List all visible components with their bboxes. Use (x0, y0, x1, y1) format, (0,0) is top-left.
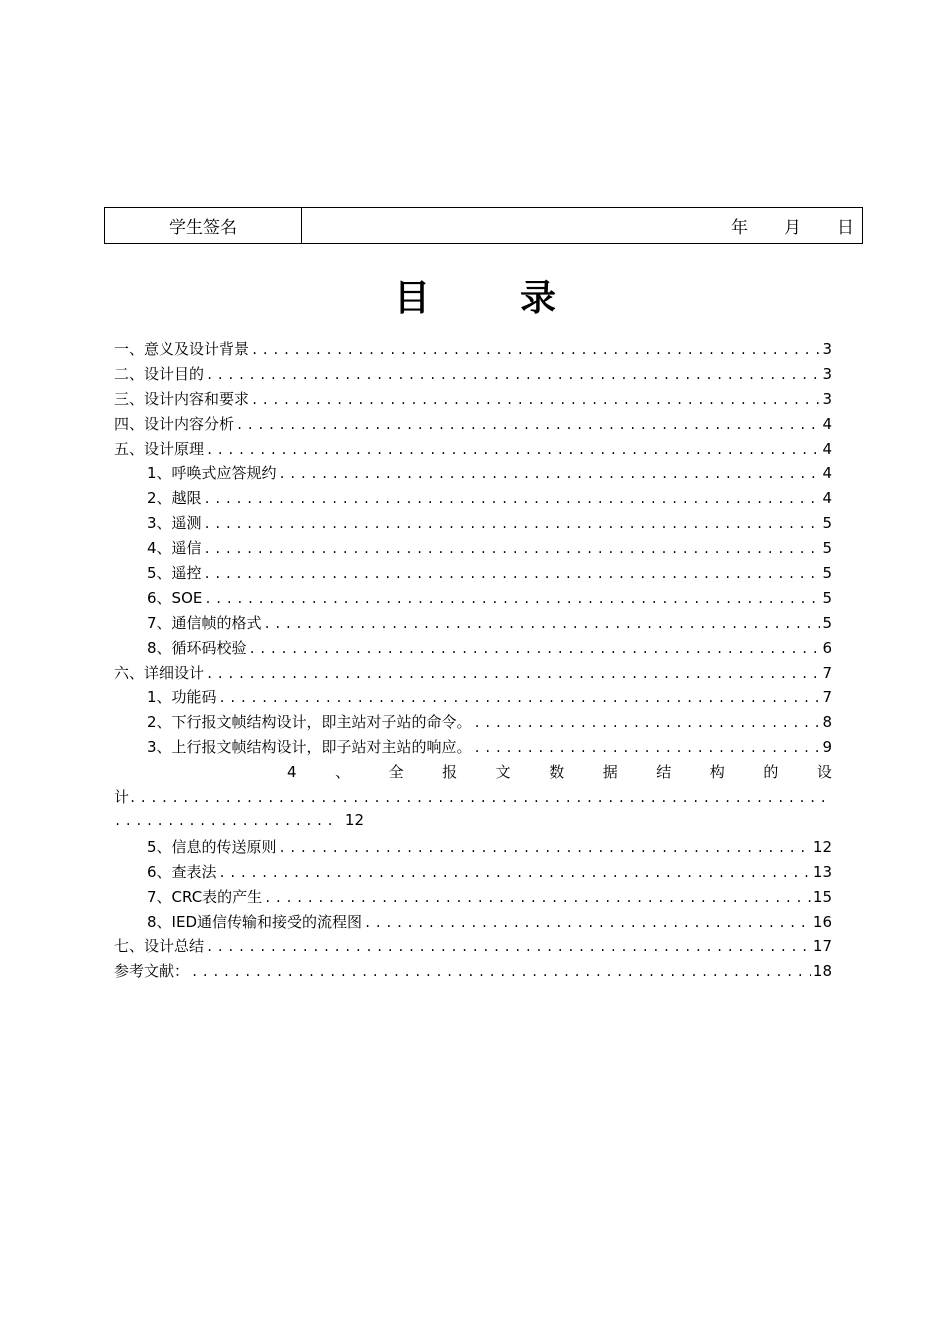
signature-table (104, 207, 863, 244)
date-year-label: 年 (731, 218, 748, 238)
toc-entry[interactable] (114, 711, 832, 736)
toc-wrapped-entry-line1[interactable] (114, 761, 832, 786)
title-char-1: 目 (393, 278, 430, 319)
toc-leader (204, 542, 821, 556)
toc-entry-text: 8、IED通信传输和接受的流程图 (147, 912, 362, 931)
toc-entry[interactable] (114, 960, 832, 985)
toc-entry-text: 二、设计目的 (114, 364, 205, 383)
toc-leader (206, 368, 820, 382)
toc-entry-text: 5、遥控 (147, 564, 202, 583)
toc-entry[interactable] (114, 686, 832, 711)
toc-entry-page: 4 (822, 414, 832, 433)
toc-entry-page: 13 (812, 862, 832, 881)
toc-entry[interactable] (114, 413, 832, 438)
toc-entry[interactable] (114, 587, 832, 612)
toc-entry-page: 18 (812, 962, 832, 981)
toc-wrapped-char: 据 (602, 763, 618, 782)
toc-leader (204, 592, 820, 606)
toc-entry-text: 1、呼唤式应答规约 (147, 464, 277, 483)
toc-entry[interactable] (114, 861, 832, 886)
toc-wrapped-char: 设 (816, 763, 832, 782)
toc-entry-text: 3、上行报文帧结构设计，即子站对主站的响应。 (147, 738, 472, 757)
toc-entry-page: 5 (822, 564, 832, 583)
toc-leader (474, 716, 821, 730)
toc-entry-text: 7、通信帧的格式 (147, 613, 262, 632)
toc-entry[interactable] (114, 612, 832, 637)
toc-entry[interactable] (114, 462, 832, 487)
toc-entry-text: 四、设计内容分析 (114, 414, 235, 433)
toc-entry-page: 9 (822, 738, 832, 757)
toc-leader (191, 965, 811, 979)
toc-entry-text: 三、设计内容和要求 (114, 389, 250, 408)
toc-entry-text: 8、循环码校验 (147, 638, 247, 657)
toc-entry-text: 六、详细设计 (114, 663, 205, 682)
toc-entry-page: 3 (822, 340, 832, 358)
toc-leader (264, 617, 821, 631)
toc-wrapped-char: 文 (495, 763, 511, 782)
toc-entry[interactable] (114, 537, 832, 562)
toc-entry-page: 17 (812, 937, 832, 956)
toc-wrapped-char: 报 (442, 763, 458, 782)
toc-leader (206, 940, 811, 954)
toc-entry-text: 7、CRC表的产生 (147, 887, 263, 906)
toc-leader (236, 418, 820, 432)
toc-leader (279, 467, 821, 481)
toc-leader (206, 667, 820, 681)
toc-leader (264, 891, 811, 905)
toc-entry-page: 5 (822, 588, 832, 607)
toc-leader (129, 791, 832, 805)
toc-entry-text: 6、查表法 (147, 862, 217, 881)
table-of-contents (114, 338, 832, 985)
toc-leader (251, 343, 820, 357)
toc-entry-page: 7 (822, 663, 832, 682)
toc-entry[interactable] (114, 662, 832, 687)
date-day-label: 日 (837, 218, 854, 238)
toc-entry-page: 3 (822, 389, 832, 408)
toc-entry-text: 参考文献： (114, 962, 190, 981)
toc-entry-text: 五、设计原理 (114, 439, 205, 458)
toc-entry-page: 5 (822, 613, 832, 632)
toc-entry-page: 5 (822, 539, 832, 558)
page-title (0, 270, 950, 321)
toc-entry-page: 4 (822, 489, 832, 508)
toc-leader (364, 916, 811, 930)
toc-entry-page: 4 (822, 439, 832, 458)
toc-entry-text: 2、下行报文帧结构设计，即主站对子站的命令。 (147, 713, 472, 732)
toc-entry[interactable] (114, 438, 832, 463)
toc-wrapped-page: 12 (344, 811, 364, 830)
title-char-2: 录 (520, 278, 557, 319)
signature-date (302, 208, 862, 243)
toc-entry-page: 5 (822, 514, 832, 533)
toc-entry[interactable] (114, 736, 832, 761)
toc-leader (204, 492, 821, 506)
toc-entry[interactable] (114, 363, 832, 388)
signature-label: 学生签名 (105, 208, 302, 243)
toc-entry-text: 6、SOE (147, 588, 203, 607)
toc-entry-page: 12 (812, 837, 832, 856)
toc-leader (204, 517, 821, 531)
toc-entry-text: 2、越限 (147, 489, 202, 508)
toc-entry-text: 5、信息的传送原则 (147, 837, 277, 856)
date-month-label: 月 (784, 218, 801, 238)
toc-entry-text: 七、设计总结 (114, 937, 205, 956)
toc-wrapped-continuation: 计 (114, 788, 130, 807)
toc-leader (279, 841, 811, 855)
toc-entry[interactable] (114, 338, 832, 363)
toc-leader (219, 691, 821, 705)
toc-entry[interactable] (114, 886, 832, 911)
toc-wrapped-char: 数 (549, 763, 565, 782)
toc-entry-text: 3、遥测 (147, 514, 202, 533)
toc-wrapped-entry-line2[interactable] (114, 786, 832, 811)
toc-wrapped-char: 结 (656, 763, 672, 782)
toc-leader (114, 814, 337, 828)
toc-entry-page: 7 (822, 688, 832, 707)
toc-entry-page: 16 (812, 912, 832, 931)
toc-entry-text: 4、遥信 (147, 539, 202, 558)
toc-leader (206, 443, 820, 457)
toc-entry[interactable] (114, 487, 832, 512)
toc-wrapped-char: 4 (287, 763, 297, 782)
toc-entry[interactable] (114, 935, 832, 960)
toc-entry[interactable] (114, 388, 832, 413)
toc-entry-page: 4 (822, 464, 832, 483)
toc-entry[interactable] (114, 637, 832, 662)
toc-entry-text: 1、功能码 (147, 688, 217, 707)
toc-entry-page: 15 (812, 887, 832, 906)
toc-entry-page: 6 (822, 638, 832, 657)
toc-entry-page: 3 (822, 364, 832, 383)
toc-wrapped-char: 全 (388, 763, 404, 782)
toc-entry-text: 一、意义及设计背景 (114, 340, 250, 358)
toc-leader (219, 866, 811, 880)
toc-wrapped-char: 、 (335, 763, 351, 782)
toc-entry[interactable] (114, 512, 832, 537)
toc-wrapped-char: 的 (763, 763, 779, 782)
toc-leader (251, 393, 820, 407)
toc-wrapped-char: 构 (709, 763, 725, 782)
toc-leader (204, 567, 821, 581)
toc-entry[interactable] (114, 911, 832, 936)
toc-wrapped-entry-line3[interactable] (114, 811, 364, 836)
toc-entry-page: 8 (822, 713, 832, 732)
toc-entry[interactable] (114, 562, 832, 587)
toc-leader (474, 741, 821, 755)
toc-entry[interactable] (114, 836, 832, 861)
toc-leader (249, 642, 821, 656)
